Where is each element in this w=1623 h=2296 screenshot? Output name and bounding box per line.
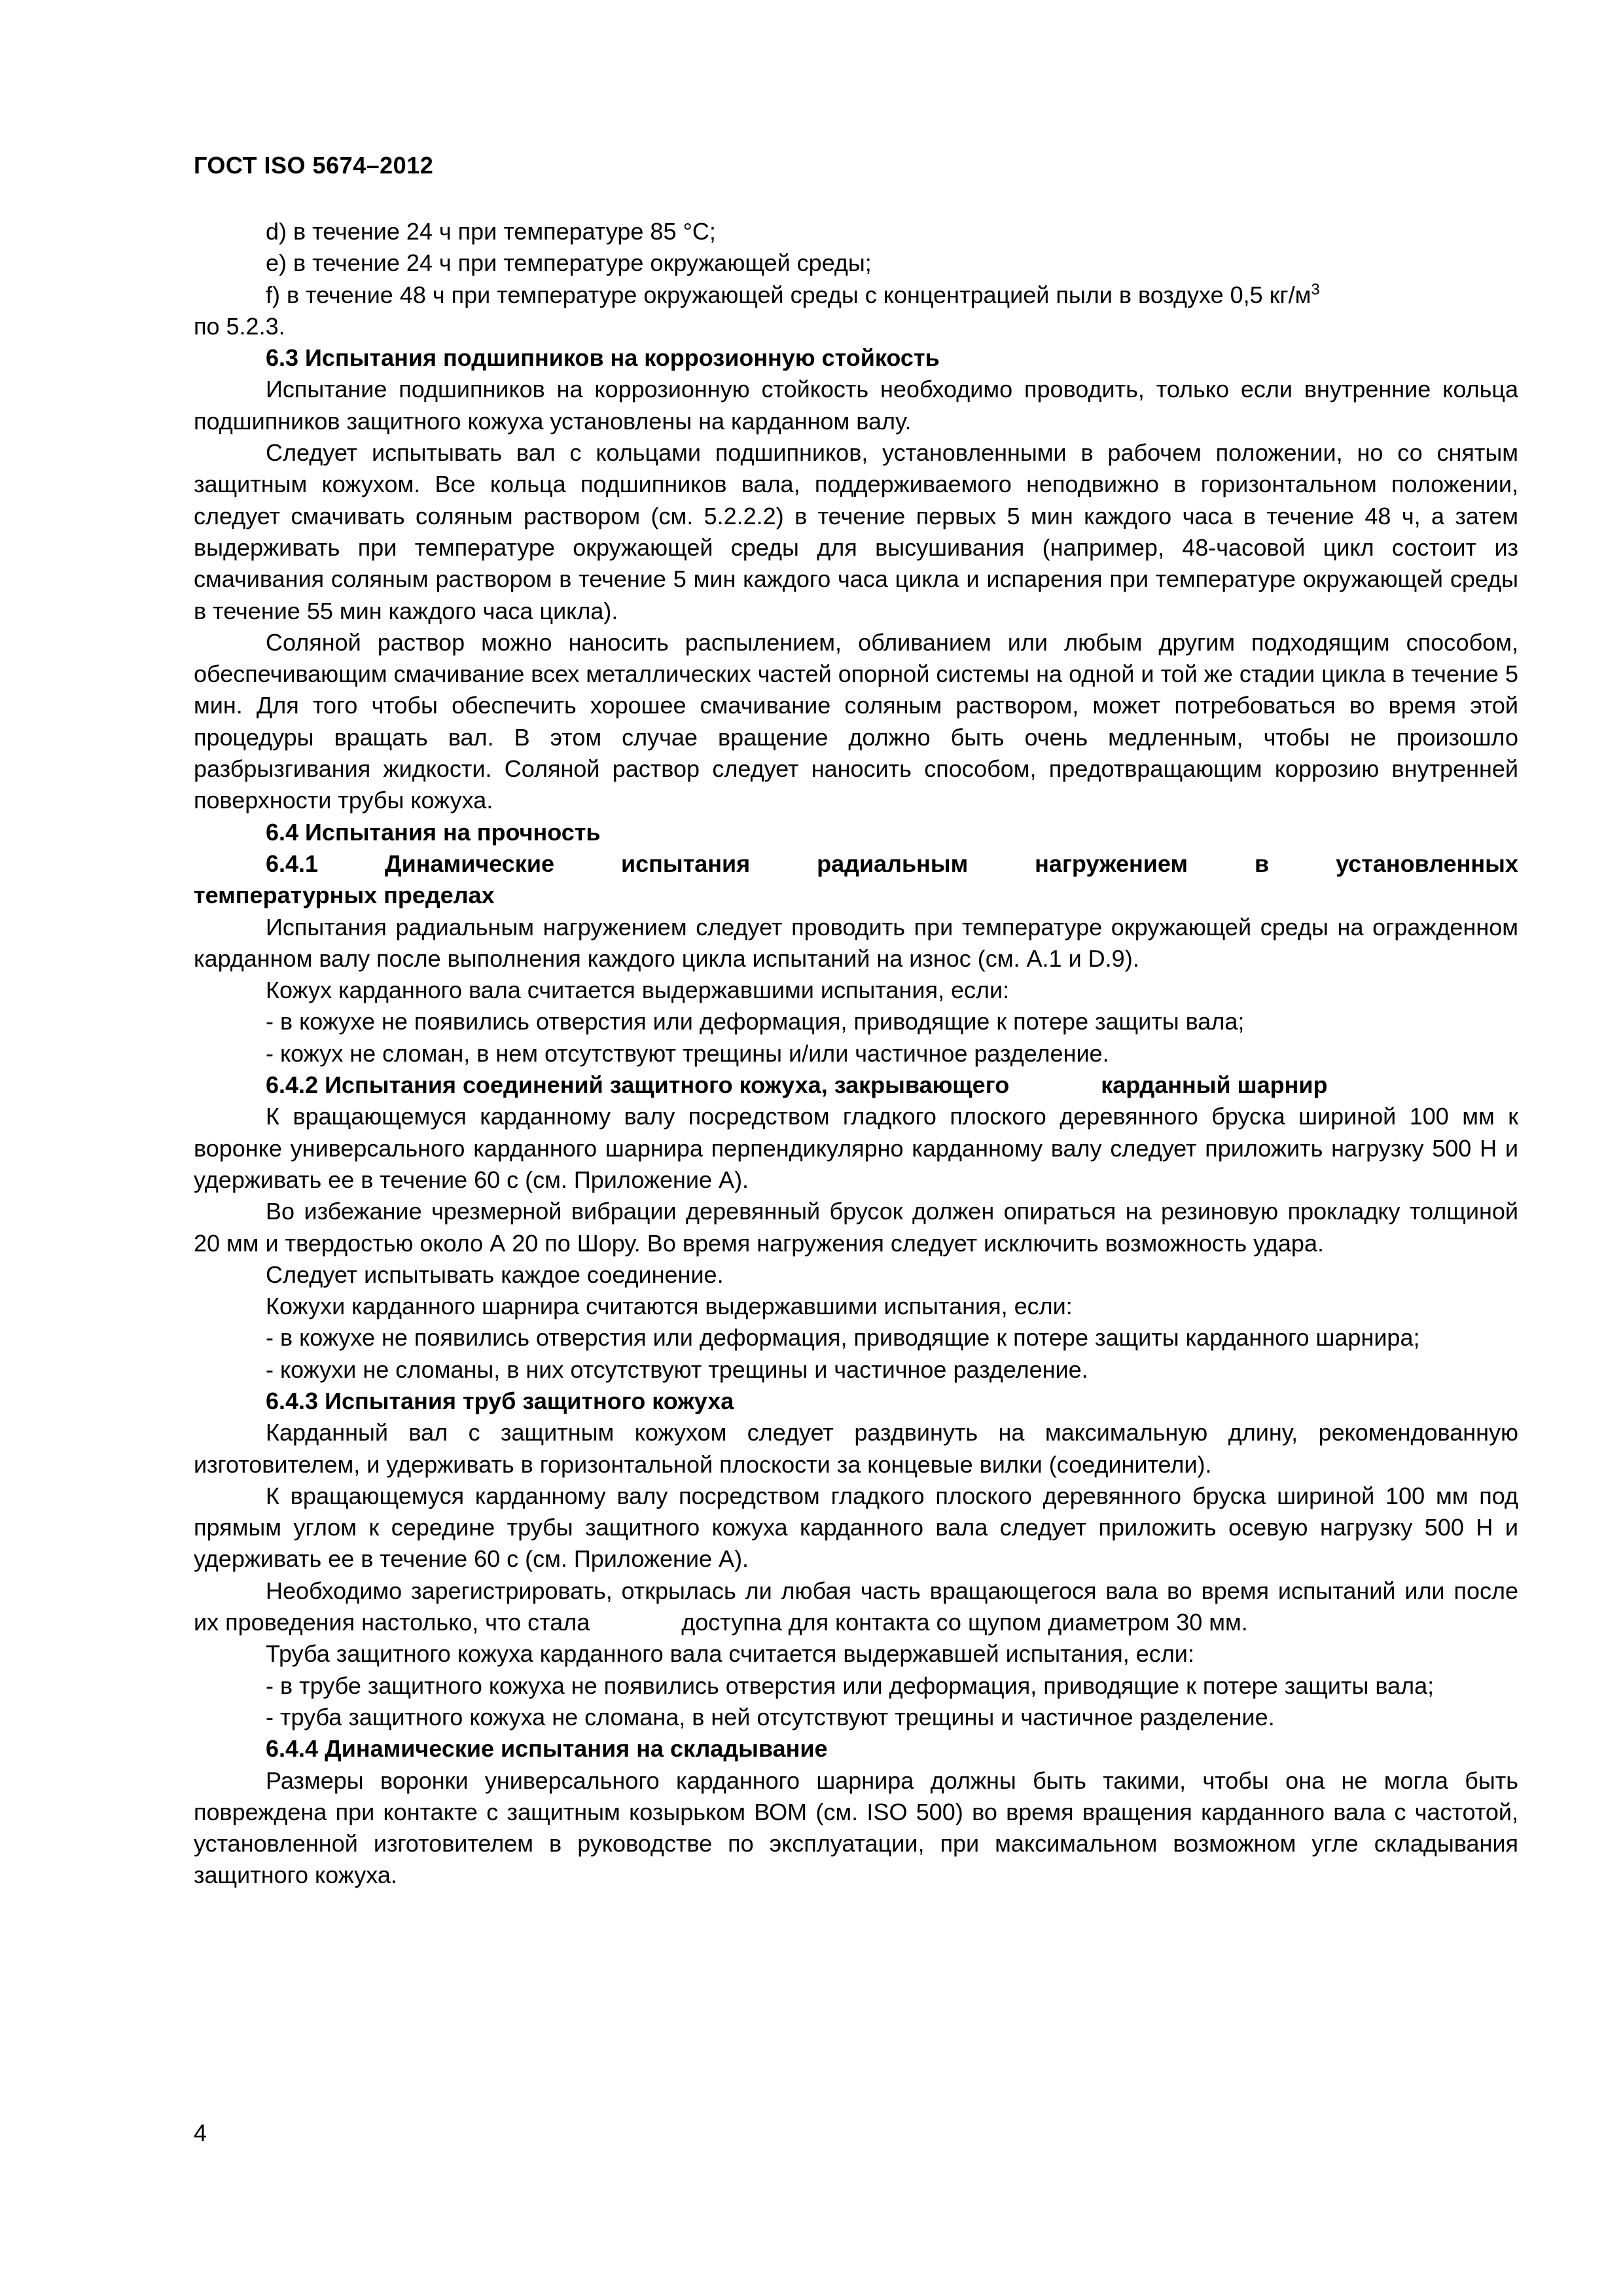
list-item-f-continuation: по 5.2.3. (194, 312, 285, 340)
paragraph: Следует испытывать вал с кольцами подшипников, установленными в рабочем положении, но со снятым защитным кожухом. Все кольца подшипников вала, поддерживаемого неподвижно в горизонтальном положении, следует смачивать соляным раствором (см. 5.2.2.2) в течение первых 5 мин каждого часа в течение 48 ч, а затем выдерживать при температуре окружающей среды для высушивания (например, 48-часовой цикл состоит из смачивания соляным раствором в течение 5 мин каждого часа цикла и испарения при температуре окружающей среды в течение 55 мин каждого часа цикла). (194, 439, 1518, 624)
paragraph: Размеры воронки универсального карданного шарнира должны быть такими, чтобы она не могла быть повреждена при контакте с защитным козырьком ВОМ (см. ISO 500) во время вращения карданного вала с частотой, установленной изготовителем в руководстве по эксплуатации, при максимальном возможном угле складывания защитного кожуха. (194, 1767, 1518, 1889)
section-6-4-1-heading (194, 848, 1518, 880)
heading-word: нагружением (1035, 850, 1188, 877)
paragraph: Кожух карданного вала считается выдержавшими испытания, если: (266, 977, 1010, 1004)
bullet-item: - в кожухе не появились отверстия или деформация, приводящие к потере защиты вала; (266, 1008, 1245, 1035)
paragraph: Во избежание чрезмерной вибрации деревянный брусок должен опираться на резиновую прокладку толщиной 20 мм и твердостью около А 20 по Шору. Во время нагружения следует исключить возможность удара. (194, 1198, 1518, 1257)
paragraph: К вращающемуся карданному валу посредством гладкого плоского деревянного бруска шириной 100 мм под прямым углом к середине трубы защитного кожуха карданного вала следует приложить осевую нагрузку 500 Н и удерживать ее в течение 60 с (см. Приложение А). (194, 1482, 1518, 1573)
paragraph: Соляной раствор можно наносить распылением, обливанием или любым другим подходящим способом, обеспечивающим смачивание всех металлических частей опорной системы на одной и той же стадии цикла в течение 5 мин. Для того чтобы обеспечить хорошее смачивание соляным раствором, может потребоваться во время этой процедуры вращать вал. В этом случае вращение должно быть очень медленным, чтобы не произошло разбрызгивания жидкости. Соляной раствор следует наносить способом, предотвращающим коррозию внутренней поверхности трубы кожуха. (194, 628, 1518, 814)
section-6-4-2-heading (194, 1069, 1518, 1101)
superscript: 3 (1311, 280, 1320, 298)
heading-word: 6.4.1 (266, 850, 319, 877)
paragraph: Испытание подшипников на коррозионную стойкость необходимо проводить, только если внутренние кольца подшипников защитного кожуха установлены на карданном валу. (194, 376, 1518, 435)
paragraph: Труба защитного кожуха карданного вала считается выдержавшей испытания, если: (266, 1640, 1194, 1668)
page-number: 4 (194, 2119, 207, 2146)
page-body (194, 216, 1518, 1892)
heading-word: радиальным (817, 850, 969, 877)
paragraph-part: доступна для контакта со щупом диаметром 30 мм. (681, 1609, 1248, 1636)
section-6-4-heading: 6.4 Испытания на прочность (266, 818, 601, 846)
paragraph: К вращающемуся карданному валу посредством гладкого плоского деревянного бруска шириной 100 мм к воронке универсального карданного шарнира перпендикулярно карданному валу следует приложить нагрузку 500 Н и удерживать ее в течение 60 с (см. Приложение А). (194, 1103, 1518, 1193)
heading-word: в (1254, 850, 1270, 877)
document-header: ГОСТ ISO 5674–2012 (194, 152, 434, 179)
heading-word: Динамические (385, 850, 554, 877)
bullet-item: - кожухи не сломаны, в них отсутствуют трещины и частичное разделение. (266, 1355, 1088, 1383)
section-6-4-3-heading: 6.4.3 Испытания труб защитного кожуха (266, 1387, 734, 1414)
section-6-3-heading: 6.3 Испытания подшипников на коррозионную стойкость (266, 344, 940, 372)
paragraph: Карданный вал с защитным кожухом следует раздвинуть на максимальную длину, рекомендованную изготовителем, и удерживать в горизонтальной плоскости за концевые вилки (соединители). (194, 1419, 1518, 1478)
list-item-f-text: f) в течение 48 ч при температуре окружающей среды с концентрацией пыли в воздухе 0,5 кг/м (266, 281, 1311, 308)
heading-word: установленных (1336, 850, 1518, 877)
list-item-f (194, 279, 1518, 311)
paragraph-part: Необходимо зарегистрировать, открылась ли любая часть вращающегося вала во время испытаний или после их проведения настолько, что стала (194, 1577, 1518, 1636)
bullet-item: - кожух не сломан, в нем отсутствуют трещины и/или частичное разделение. (266, 1039, 1109, 1067)
heading-word: испытания (620, 850, 751, 877)
bullet-item: - в кожухе не появились отверстия или деформация, приводящие к потере защиты карданного шарнира; (266, 1324, 1420, 1352)
list-item-d: d) в течение 24 ч при температуре 85 °С; (266, 218, 716, 245)
list-item-e: e) в течение 24 ч при температуре окружающей среды; (266, 249, 872, 277)
paragraph: Испытания радиальным нагружением следует проводить при температуре окружающей среды на огражденном карданном валу после выполнения каждого цикла испытаний на износ (см. А.1 и D.9). (194, 913, 1518, 972)
section-6-4-1-heading-continuation: температурных пределах (194, 882, 495, 909)
section-6-4-4-heading: 6.4.4 Динамические испытания на складывание (266, 1735, 828, 1763)
paragraph (194, 1575, 1518, 1639)
paragraph: Кожухи карданного шарнира считаются выдержавшими испытания, если: (266, 1293, 1073, 1320)
heading-part: 6.4.2 Испытания соединений защитного кожуха, закрывающего (266, 1071, 1010, 1099)
paragraph: Следует испытывать каждое соединение. (266, 1261, 724, 1288)
bullet-item: - труба защитного кожуха не сломана, в ней отсутствуют трещины и частичное разделение. (266, 1703, 1275, 1731)
bullet-item: - в трубе защитного кожуха не появились отверстия или деформация, приводящие к потере защиты вала; (266, 1672, 1435, 1699)
heading-part: карданный шарнир (1101, 1071, 1328, 1099)
